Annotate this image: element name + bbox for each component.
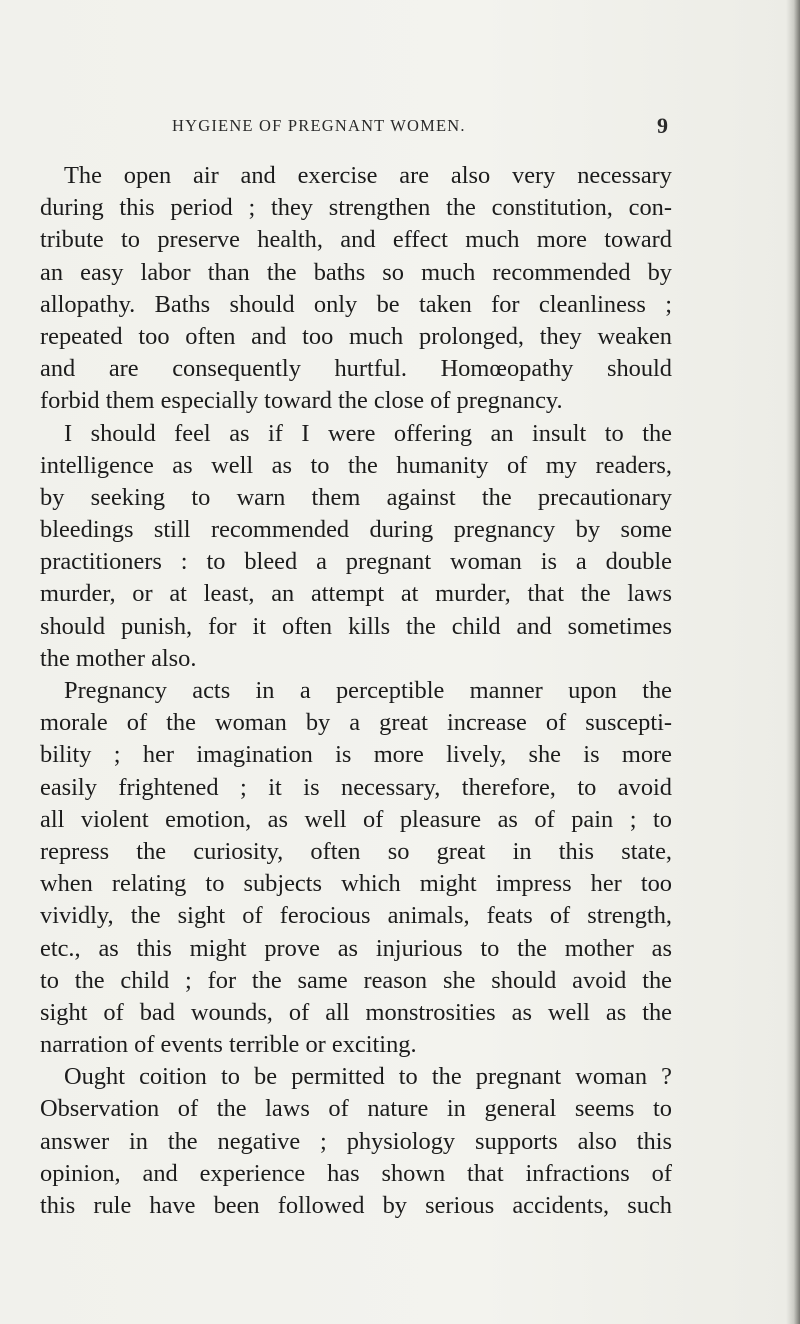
text-line: vividly, the sight of ferocious animals, feats of strength,	[40, 902, 672, 930]
text-line: this rule have been followed by serious accidents, such	[40, 1192, 672, 1219]
text-line: sight of bad wounds, of all monstrosities as well as the	[40, 998, 672, 1026]
text-line: Ought coition to be permitted to the pregnant woman ?	[64, 1063, 672, 1091]
text-line: bility ; her imagination is more lively, she is more	[40, 741, 672, 769]
paragraph	[40, 160, 672, 418]
running-header	[172, 113, 668, 140]
page-edge-shadow	[786, 0, 800, 1324]
paragraph	[40, 418, 672, 676]
text-line: easily frightened ; it is necessary, therefore, to avoid	[40, 773, 672, 801]
text-line: by seeking to warn them against the precautionary	[40, 483, 672, 511]
text-line: the mother also.	[40, 644, 197, 672]
text-line: repress the curiosity, often so great in this state,	[40, 837, 672, 865]
text-line: and are consequently hurtful. Homœopathy should	[40, 355, 672, 383]
text-line: practitioners : to bleed a pregnant woman is a double	[40, 548, 672, 576]
text-line: an easy labor than the baths so much recommended by	[40, 258, 672, 286]
running-title: HYGIENE OF PREGNANT WOMEN.	[172, 116, 466, 135]
text-line: when relating to subjects which might impress her too	[40, 870, 672, 898]
text-line: should punish, for it often kills the child and sometimes	[40, 612, 672, 640]
text-line: etc., as this might prove as injurious to the mother as	[40, 934, 672, 962]
text-line: during this period ; they strengthen the constitution, con-	[40, 194, 672, 222]
text-line: answer in the negative ; physiology supports also this	[40, 1127, 672, 1155]
paragraph	[40, 675, 672, 1061]
text-line: Pregnancy acts in a perceptible manner upon the	[64, 677, 672, 704]
text-line: tribute to preserve health, and effect much more toward	[40, 226, 672, 254]
text-line: all violent emotion, as well of pleasure as of pain ; to	[40, 805, 672, 833]
text-line: repeated too often and too much prolonged, they weaken	[40, 322, 672, 350]
body-text	[40, 160, 672, 1222]
text-line: morale of the woman by a great increase of suscepti-	[40, 709, 672, 737]
text-line: bleedings still recommended during pregnancy by some	[40, 516, 672, 544]
text-line: allopathy. Baths should only be taken for cleanliness ;	[40, 290, 672, 318]
text-line: narration of events terrible or exciting.	[40, 1031, 417, 1059]
text-line: opinion, and experience has shown that infractions of	[40, 1159, 672, 1187]
text-line: I should feel as if I were offering an insult to the	[64, 419, 672, 447]
page-number: 9	[657, 113, 668, 138]
text-line: murder, or at least, an attempt at murder, that the laws	[40, 580, 672, 608]
text-line: Observation of the laws of nature in general seems to	[40, 1095, 672, 1123]
text-line: forbid them especially toward the close of pregnancy.	[40, 387, 563, 415]
text-line: to the child ; for the same reason she should avoid the	[40, 966, 672, 994]
paragraph	[40, 1061, 672, 1222]
text-line: The open air and exercise are also very necessary	[64, 162, 672, 189]
text-line: intelligence as well as to the humanity of my readers,	[40, 451, 672, 479]
